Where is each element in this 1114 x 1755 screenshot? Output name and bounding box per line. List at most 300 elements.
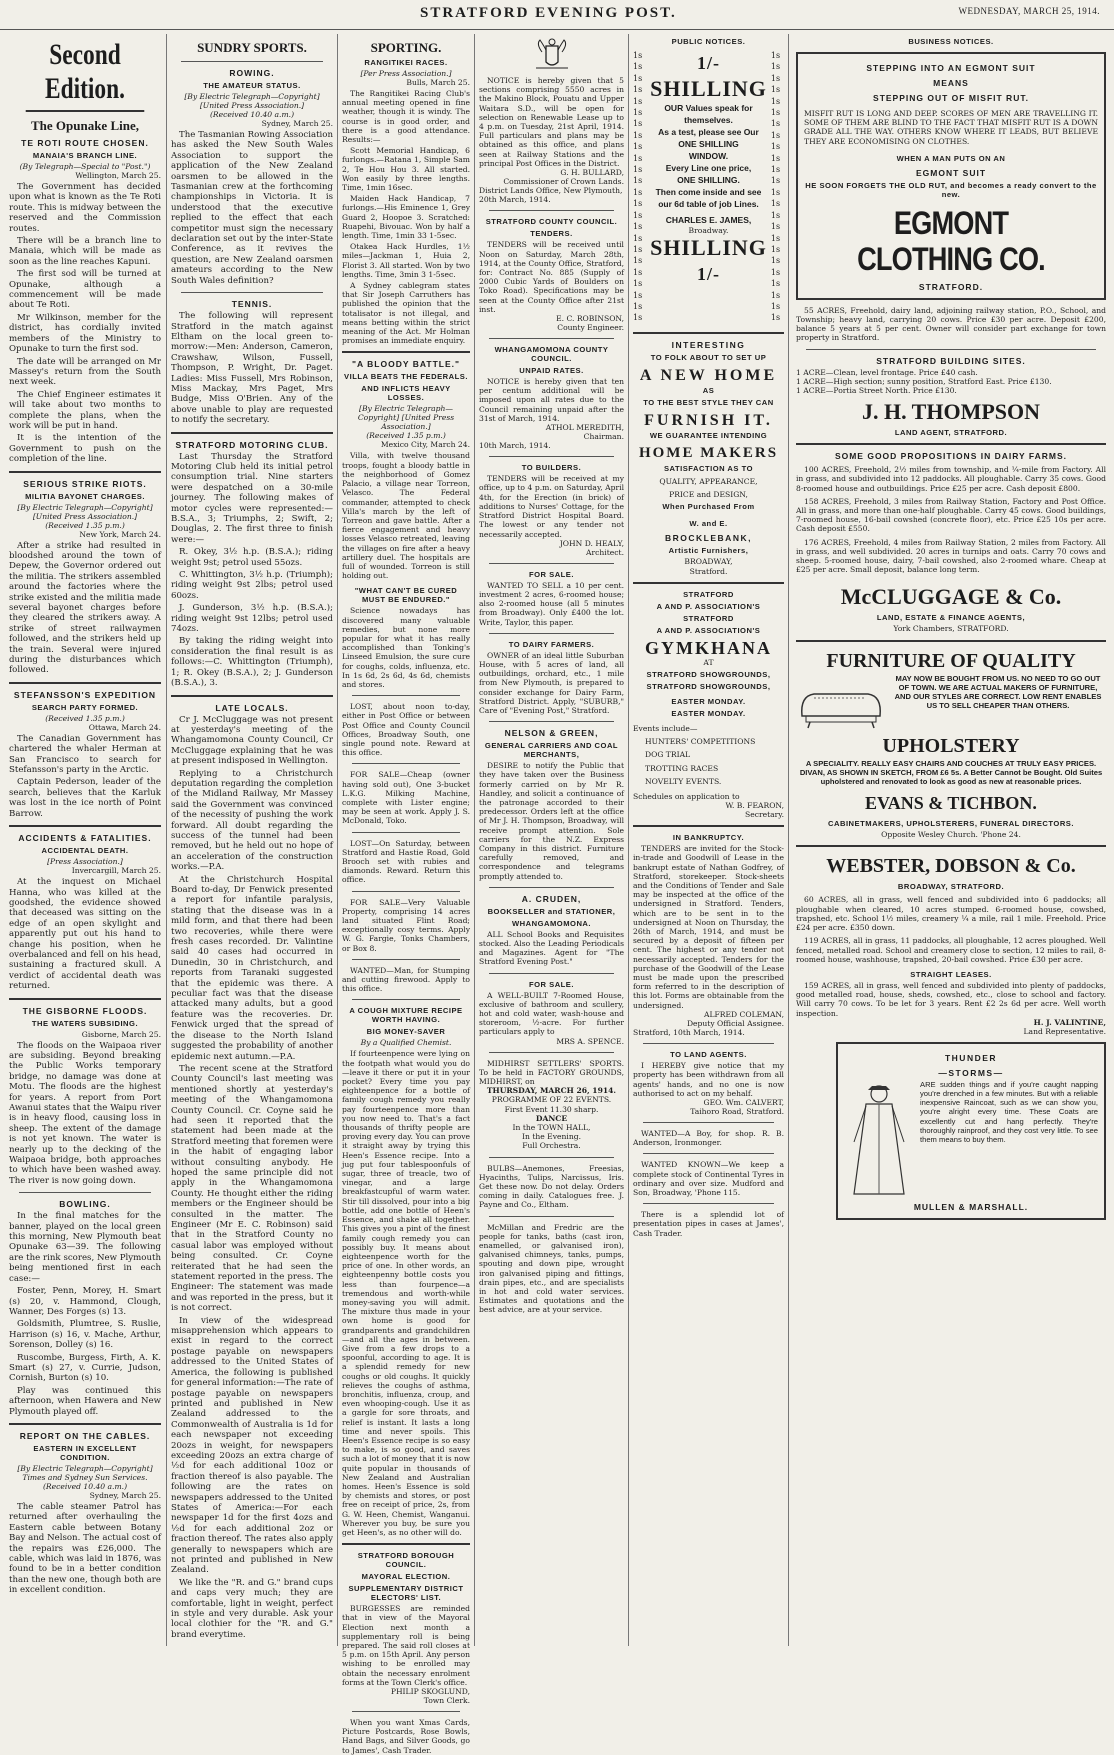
notice-date: Stratford, 10th March, 1914. — [633, 1027, 745, 1037]
event-dance-location: In the TOWN HALL, — [512, 1123, 591, 1133]
article-subheading: THE AMATEUR STATUS. — [203, 81, 301, 90]
notice-signature-title: Town Clerk. — [423, 1696, 470, 1706]
business-place: STRATFORD. — [918, 281, 984, 292]
notice-text: TENDERS will be received until Noon on Saturday, March 28th, 1914, at the County Office, Stratford, for: Contract No. 885 (Supply of 2000 Cubic Yards of Boulders on Toko Road). Specifications may be seen at the County Office after 21st inst. — [479, 240, 624, 314]
shilling-border-glyph: 1s — [770, 51, 781, 60]
shilling-border-glyph: 1s — [770, 176, 781, 186]
shilling-line: OUR Values speak for themselves. — [664, 103, 753, 125]
shilling-border-glyph: 1s — [770, 165, 781, 175]
article-subheading: MANAIA'S BRANCH LINE. — [32, 151, 138, 160]
divider — [342, 1543, 470, 1545]
shilling-title: SHILLING — [650, 235, 767, 261]
advert-text: Science nowadays has discovered many valuable remedies, but none more popular for what it has really accomplished than Tonking's Linseed Emulsion, the sure cure for coughs, colds, influenza, etc. In 1s 6d, 2s 6d, 4s 6d, chemists and stores. — [342, 606, 470, 689]
shilling-line: Every Line one price, — [665, 163, 752, 173]
divider — [352, 1711, 460, 1712]
shilling-border-glyph: 1s — [633, 301, 643, 311]
business-place: Opposite Wesley Church. 'Phone 24. — [881, 830, 1021, 840]
shilling-border-glyph: 1s — [633, 222, 643, 232]
article-paragraph: By taking the riding weight into consideration the final result is as follows:—C. Whittington (Triumph), 1; R. Okey (B.S.A.), 2; J. Gunderson (B.S.A.), 3. — [171, 636, 333, 689]
advert-text: A SPECIALITY. REALLY EASY CHAIRS AND COUCHES AT TRULY EASY PRICES. DIVAN, AS SHOWN IN SKETCH, FROM £6 5s. A Better Cannot be Bought. Old Suites upholstered and renovated to look as good as new at reasonable prices. — [799, 758, 1103, 787]
divider — [643, 1153, 774, 1154]
wire-credit: [By Electric Telegraph—Copyright] [United Press Association.] — [184, 92, 320, 110]
column-rule — [474, 34, 475, 1646]
classified-ad: WANTED KNOWN—We keep a complete stock of Continental Tyres in ordinary and over size. Mudford and Son, Broadway, 'Phone 115. — [633, 1160, 784, 1197]
dateline: Bulls, March 25. — [406, 78, 470, 87]
article-paragraph: The following will represent Stratford in the match against Eltham on the local green to-morrow:—Men: Anderson, Cameron, Crawshaw, Wilson, Fussell, Thompson, P. Wright, Dr. Paget. Ladies: Miss Fussell, Mrs Robinson, Miss Mackay, Mrs Paget, Mrs Budge, Miss O'Brien. Any of the above unable to play are requested to notify the secretary. — [171, 311, 333, 426]
notice-heading: FOR SALE. — [528, 569, 574, 579]
divider — [19, 1192, 151, 1193]
advert-line: AS — [702, 386, 715, 395]
shilling-title: SHILLING — [650, 76, 767, 101]
divider — [9, 1423, 161, 1425]
article-paragraph: The Government has decided upon what is known as the Te Roti route. This is midway between the reserved and the Commission routes. — [9, 182, 161, 234]
business-place: BROADWAY, — [684, 557, 733, 567]
column-4 — [476, 34, 627, 1644]
article-paragraph: The floods on the Waipaoa river are subsiding. Beyond breaking the Public Works temporary bridge, no damage was done at Motu. The floods are the highest for years. A report from Port Awanui states that the Waipu river is in heavy flood, causing loss in sheep. The extent of the damage is not yet known. The water is nearly up to the decking of the Waipaoa bridge, both approaches to which have been washed away. The river is now going down. — [9, 1040, 161, 1186]
shilling-border-glyph: 1s — [770, 313, 781, 323]
shilling-border-glyph: 1s — [633, 176, 643, 186]
advert-text: ALL School Books and Requisites stocked. Also the Leading Periodicals and Magazines. Agent for "The Stratford Evening Post." — [479, 929, 624, 967]
dateline: Gisborne, March 25. — [81, 1029, 161, 1039]
divider — [643, 1043, 774, 1044]
received-time: (Received 10.40 a.m.) — [42, 1481, 128, 1491]
divider — [352, 891, 460, 892]
divider — [796, 443, 1106, 445]
shilling-border-glyph: 1s — [770, 85, 781, 95]
listing-item: 1 ACRE—Portia Street North. Price £130. — [796, 386, 957, 396]
advert-line: AT — [703, 657, 714, 667]
article-paragraph: At the inquest on Michael Hanna, who was killed at the goodshed, the evidence showed that deceased was sitting on the edge of an open skylight and apparently put out his hand to change his position, when he overbalanced and fell on his head, sustaining a fractured skull. A verdict of accidental death was returned. — [9, 877, 161, 992]
divider — [489, 1216, 614, 1217]
business-place: York Chambers, STRATFORD. — [893, 624, 1009, 634]
notice-signature-title: Deputy Official Assignee. — [686, 1018, 784, 1028]
notice-text: NOTICE is hereby given that ten per centum additional will be imposed upon all rates due to the Council remaining unpaid after the 31st of March, 1914. — [479, 377, 624, 423]
shilling-border-glyph: 1s — [770, 62, 781, 72]
shilling-border-glyph: 1s — [633, 290, 643, 300]
notice-heading: IN BANKRUPTCY. — [672, 833, 745, 843]
divider — [181, 292, 323, 293]
divan-sofa-icon — [796, 676, 886, 731]
column-3 — [339, 34, 473, 1755]
article-paragraph: Replying to a Christchurch deputation regarding the completion of the Midland Railway, Mr Massey said the Government was convinced of the necessity of pushing the work forward. All doubt regarding the success of the tunnel had been removed, but he held out no hope of an acceleration of the construction works.—P.A. — [171, 768, 333, 873]
column-5 — [630, 34, 787, 1644]
notice-subheading: UNPAID RATES. — [519, 366, 584, 376]
advert-heading: "WHAT CAN'T BE CURED MUST BE ENDURED." — [354, 586, 458, 605]
advert-text: DESIRE to notify the Public that they have taken over the Business formerly carried on by Mr R. Handley, and solicit a continuance of the patronage accorded to their predecessor. Orders left at the office of Mr J. H. Thompson, Broadway, will receive prompt attention. Sole carriers for the N.Z. Express Company in this district. Furniture carefully removed, and correspondence and telegrams promptly attended to. — [479, 761, 624, 881]
shilling-border-glyph: 1s — [770, 108, 781, 118]
dateline: Sydney, March 25. — [261, 119, 333, 128]
wire-credit: [Per Press Association.] — [360, 69, 452, 78]
notice-place: District Lands Office, New Plymouth, 20th March, 1914. — [479, 186, 623, 205]
business-town: Stratford. — [689, 566, 728, 576]
article-subheading: AND INFLICTS HEAVY LOSSES. — [361, 384, 451, 403]
notice-text: I HEREBY give notice that my property has been withdrawn from all agents' hands, and no one is now authorised to act on my behalf. — [633, 1061, 784, 1098]
shilling-border-glyph: 1s — [770, 96, 781, 106]
listing-heading: SOME GOOD PROPOSITIONS IN DAIRY FARMS. — [834, 451, 1068, 462]
article-paragraph: Mr Wilkinson, member for the district, has cordially invited members of the Ministry to Opunake to turn the first sod. — [9, 312, 161, 355]
column-rule — [788, 34, 789, 1646]
divider — [9, 998, 161, 1000]
divider — [171, 432, 333, 434]
shilling-border-glyph: 1s — [633, 199, 643, 209]
received-time: (Received 1.35 p.m.) — [45, 520, 125, 530]
shilling-price: 1/- — [696, 264, 720, 285]
divider — [796, 845, 1106, 847]
article-paragraph: Captain Pederson, leader of the search, believes that the Karluk was lost in the ice north of Point Barrow. — [9, 777, 161, 819]
shilling-border-glyph: 1s — [633, 62, 643, 72]
advert-line: A AND P. ASSOCIATION'S — [656, 625, 761, 635]
shilling-border-glyph: 1s — [633, 108, 643, 118]
wire-credit: [By Electric Telegraph—Copyright] [United Press Association.] — [357, 404, 455, 432]
article-heading: "A BLOODY BATTLE." — [351, 359, 461, 370]
events-heading: Events include— — [633, 724, 698, 734]
article-subheading: MILITIA BAYONET CHARGES. — [25, 491, 145, 501]
article-heading: ROWING. — [229, 68, 275, 78]
advert-line: TO FOLK ABOUT TO SET UP — [650, 353, 767, 362]
advert-line: STRATFORD — [683, 589, 734, 599]
article-heading: SERIOUS STRIKE RIOTS. — [23, 478, 147, 489]
listing-item: 1 ACRE—High section; sunny position, Stratford East. Price £130. — [796, 376, 1052, 386]
classified-ad: OWNER of an ideal little Suburban House, with 5 acres of land, all outbuildings, orchard, etc., 1 mile from New Plymouth, is prepared to consider exchange for Dairy Farm, Stratford District. Apply, "SUBURB," Care of "Evening Post," Stratford. — [479, 650, 624, 715]
article-paragraph: In the final matches for the banner, played on the local green this morning, New Plymouth beat Opunake 63—39. The following are the rink scores, New Plymouth being mentioned first in each case:— — [9, 1211, 161, 1284]
event-item: TROTTING RACES — [645, 763, 719, 773]
notice-signature: JOHN D. HEALY, — [559, 538, 624, 548]
shilling-border-glyph: 1s — [770, 301, 781, 311]
article-paragraph: Maiden Hack Handicap, 7 furlongs.—His Eminence 1, Grey Guard 2, Hoopoe 3. Scratched: Ruapehi, Bivouac. Won by half a length. Time, 1min 33 1-5sec. — [342, 194, 470, 241]
notice-signature-title: Land Representative. — [1023, 1026, 1106, 1036]
business-name: McCLUGGAGE & Co. — [840, 584, 1062, 610]
property-listing: 176 ACRES, Freehold, 4 miles from Railway Station, 2 miles from Factory. All in grass, and well subdivided. 20 acres in turnips and oats. Carry 70 cows and sheep. 5-roomed house, dairy, 7-bail cowshed, also 2-roomed whare. Cheap at £25 per acre. Small deposit, balance long term. — [796, 537, 1106, 575]
shilling-border-glyph: 1s — [770, 244, 781, 254]
business-subtitle: LAND AGENT, STRATFORD. — [894, 428, 1008, 438]
article-heading: RANGITIKEI RACES. — [364, 58, 448, 67]
advert-line: EASTER MONDAY. — [671, 709, 746, 719]
notice-signature: E. C. ROBINSON, — [556, 314, 624, 324]
divider — [9, 825, 161, 827]
shilling-advert-body — [646, 50, 771, 326]
notice-signature: H. J. VALINTINE, — [1033, 1017, 1106, 1027]
notice-date: 10th March, 1914. — [479, 441, 551, 451]
shilling-border-glyph: 1s — [770, 153, 781, 163]
article-subheading: EASTERN IN EXCELLENT CONDITION. — [33, 1443, 137, 1462]
shilling-border-glyph: 1s — [633, 165, 643, 175]
shilling-border-glyph: 1s — [770, 142, 781, 152]
event-first: First Event 11.30 sharp. — [504, 1104, 599, 1114]
shilling-border-glyph: 1s — [770, 187, 781, 197]
advert-byline: By a Qualified Chemist. — [360, 1038, 452, 1048]
article-subheading: TE ROTI ROUTE CHOSEN. — [21, 138, 149, 148]
notice-signature: GEO. Wm. CALVERT, — [703, 1097, 784, 1107]
advert-line: FURNISH IT. — [644, 412, 773, 429]
classified-ad: WANTED—Man, for Stumping and cutting firewood. Apply to this office. — [342, 965, 470, 994]
divider — [352, 763, 460, 764]
divider — [489, 887, 614, 888]
advert-line: INTERESTING — [671, 340, 746, 350]
gymkhana-title: GYMKHANA — [645, 637, 772, 658]
business-prefix: W. and E. — [689, 519, 728, 529]
column-6 — [790, 34, 1112, 1644]
classified-ad: WANTED TO SELL a 10 per cent. investment 2 acres, 6-roomed house; also 2-roomed house (all 5 minutes from Broadway). Only £400 the lot. Write, Taylor, this paper. — [479, 580, 624, 627]
article-heading: STEFANSSON'S EXPEDITION — [13, 689, 157, 700]
wire-credit: [By Electric Telegraph—Copyright] Times and Sydney Sun Services. — [17, 1463, 153, 1482]
divider — [489, 210, 614, 211]
shilling-border-glyph: 1s — [770, 267, 781, 277]
article-paragraph: R. Okey, 3½ h.p. (B.S.A.); riding weight 9st; petrol used 55ozs. — [171, 547, 333, 568]
business-name: EVANS & TICHBON. — [865, 793, 1037, 814]
notice-text: NOTICE is hereby given that 5 sections comprising 5550 acres in the Makino Block, Pouatu and Upper Waitara S.D., will be open for selection on Renewable Lease up to 4 p.m. on Tuesday, 21st April, 1914. Full particulars and plans may be obtained as this office, and plans seen at Railway Stations and the principal Post Offices in the District. — [479, 76, 624, 168]
notice-signature: ALFRED COLEMAN, — [703, 1009, 784, 1019]
notice-heading: STRATFORD COUNTY COUNCIL. — [485, 217, 618, 227]
shilling-border-glyph: 1s — [770, 73, 781, 83]
received-time: (Received 1.35 p.m.) — [366, 431, 446, 441]
classified-ad: A WELL-BUILT 7-Roomed House, exclusive of bathroom and scullery, hot and cold water, wash-house and storeroom, ½-acre. For further particulars apply to — [479, 990, 624, 1037]
article-paragraph: The Canadian Government has chartered the whaler Herman at San Francisco to search for Stefansson's party in the Arctic. — [9, 733, 161, 776]
notice-text: TENDERS are invited for the Stock-in-trade and Goodwill of Lease in the bankrupt estate of Nathan Godfrey, of Stratford, storekeeper. Stock-sheets and the Conditions of Tender and Sale may be inspected at the office of the undersigned in Stratford. Tenders, which are to be sent in to the undersigned at Noon on Thursday, the 26th of March, 1914, and must be secured by a deposit of fifteen per cent. The highest or any tender not necessarily accepted. Tenders for the purchase of the Goodwill of the Lease must be made upon the prescribed form referred to in the description of this lot. Forms are obtainable from the undersigned. — [633, 844, 784, 1010]
divider — [633, 825, 784, 827]
notice-text: BURGESSES are reminded that in view of the Mayoral Election next month a supplementary roll is being prepared. The said roll closes at 5 p.m. on 15th April. Any person wishing to be enrolled may obtain the necessary enrolment forms at the Town Clerk's office. — [342, 1604, 470, 1687]
property-listing: 119 ACRES, all in grass, 11 paddocks, all ploughable, 12 acres ploughed. Well fenced, metalled road. School and creamery close to section, 12 miles to rail, 8-roomed house, washhouse, trapshed, 20-bail cowshed. Price £30 per acre. — [796, 936, 1106, 964]
article-heading: TENNIS. — [231, 299, 273, 310]
advert-line: EASTER MONDAY. — [671, 697, 746, 707]
divider — [489, 1157, 614, 1158]
section-heading: PUBLIC NOTICES. — [671, 37, 746, 46]
article-paragraph: Villa, with twelve thousand troops, fought a bloody battle in the neighborhood of Gomez Palacio, a village near Torreon, Velasco. The Federal commander, attempted to check Villa's march by the left of Torreon and gave battle. After a fierce engagement and heavy losses Velasco retreated, leaving the villages on fire after a heavy artillery duel. The hospitals are full of wounded. Torreon is still holding out. — [342, 451, 470, 581]
divider — [171, 695, 333, 697]
advert-subheading: BIG MONEY-SAVER — [366, 1027, 446, 1037]
shilling-place: Broadway. — [688, 226, 729, 235]
divider — [796, 640, 1106, 642]
egmont-logo: EGMONT CLOTHING CO. — [857, 204, 1045, 277]
article-subheading: ACCIDENTAL DEATH. — [41, 846, 129, 856]
dateline: Mexico City, March 24. — [380, 440, 470, 450]
raincoat-figure-icon — [844, 1082, 914, 1202]
column-1 — [6, 34, 164, 1644]
article-paragraph: The Rangitikei Racing Club's annual meeting opened in fine weather, though it is windy. The course is in good order, and there is a good attendance. Results:— — [342, 89, 470, 145]
classified-ad: There is a splendid lot of presentation pipes in cases at James', Cash Trader. — [633, 1210, 784, 1238]
article-paragraph: Cr J. McCluggage was not present at yesterday's meeting of the Whangamomona County Council, Cr McCluggage explaining that he was at present indisposed in Wellington. — [171, 714, 333, 767]
article-heading: The Opunake Line, — [30, 118, 139, 133]
shilling-border-glyph: 1s — [770, 130, 781, 140]
classified-ad: FOR SALE—Very Valuable Property, comprising 14 acres land situated Flint Road; exceptionally cosy terms. Apply W. G. Fargie, Tonks Chambers, or Box 8. — [342, 897, 470, 953]
dateline: Wellington, March 25. — [75, 171, 161, 180]
notice-subheading: TENDERS. — [530, 229, 573, 239]
shilling-price: 1/- — [696, 53, 720, 73]
gymkhana-advert — [633, 590, 784, 718]
shilling-border-glyph: 1s — [770, 256, 781, 266]
shilling-border-glyph: 1s — [770, 119, 781, 129]
divider — [352, 959, 460, 960]
divider — [342, 351, 470, 353]
business-subtitle: GENERAL CARRIERS AND COAL MERCHANTS, — [484, 741, 619, 760]
notice-signature-title: Secretary. — [745, 810, 784, 820]
business-name: NELSON & GREEN, — [504, 728, 599, 739]
article-subheading: SEARCH PARTY FORMED. — [31, 702, 139, 712]
business-subtitle: CABINETMAKERS, UPHOLSTERERS, FUNERAL DIRECTORS. — [828, 819, 1074, 829]
notice-subheading: SUPPLEMENTARY DISTRICT ELECTORS' LIST. — [348, 1584, 464, 1603]
advert-line: STRATFORD — [683, 613, 734, 623]
article-heading: ACCIDENTS & FATALITIES. — [18, 833, 152, 844]
shilling-border-glyph: 1s — [633, 119, 643, 129]
article-paragraph: Otakea Hack Hurdles, 1½ miles—Jackman 1, Huia 2, Florist 3. All started. Won by two lengths. Time, 3min 3 1-5sec. — [342, 242, 470, 279]
article-paragraph: Foster, Penn, Morey, H. Smart (s) 20, v. Hammond, Clough, Wanner, Des Forges (s) 13. — [9, 1286, 161, 1317]
shilling-business: CHARLES E. JAMES, — [665, 215, 752, 225]
raincoat-advert — [836, 1042, 1106, 1220]
coat-of-arms-icon — [522, 36, 582, 72]
notice-signature-title: Architect. — [586, 547, 624, 557]
notice-signature: ATHOL MEREDITH, — [545, 423, 624, 433]
divider — [352, 999, 460, 1000]
shilling-line: Then come inside and see our 6d table of job Lines. — [655, 187, 762, 209]
divider — [643, 1122, 774, 1123]
shilling-border-glyph: 1s — [633, 96, 643, 106]
article-paragraph: The first sod will be turned at Opunake, although a commencement will be made about Te Roti. — [9, 269, 161, 311]
notice-signature: W. B. FEARON, — [725, 801, 784, 811]
article-paragraph: Goldsmith, Plumtree, S. Ruslie, Harrison (s) 16, v. Mache, Arthur, Sorenson, Dolley (s) 16. — [9, 1319, 161, 1351]
divider — [489, 973, 614, 974]
property-listing: 158 ACRES, Freehold, 3 miles from Railway Station, Factory and Post Office. All in grass, and more than one-half ploughable. Carry 45 cows. Good buildings, 7-roomed house, 16-bail cowshed (concrete floor), etc. Price £25 10s per acre. Cash deposit £550. — [796, 496, 1106, 534]
listing-heading: STRAIGHT LEASES. — [910, 969, 992, 979]
shilling-border-glyph: 1s — [633, 187, 643, 197]
shilling-line: ONE SHILLING — [678, 139, 739, 149]
article-paragraph: After a strike had resulted in bloodshed around the town of Depew, the Governor ordered out the militia. The strikers assembled around the factories where the strike existed and the militia made several bayonet charges before they cleared the strikers away. A strike of street railwaymen followed, and the strikers held up the train. Several were injured during the disturbances which followed. — [9, 540, 161, 676]
notice-signature: G. H. BULLARD, — [560, 168, 624, 178]
shilling-border-glyph: 1s — [633, 313, 643, 323]
shilling-border-glyph: 1s — [770, 290, 781, 300]
divider — [489, 456, 614, 457]
advert-text: MISFIT RUT IS LONG AND DEEP. SCORES OF MEN ARE TRAVELLING IT. SOME OF THEM ARE BLIND TO THE FACT THAT MISFIT RUT IS A DOWN GRADE ALL THE WAY. OTHERS KNOW WHERE IT LEADS, BUT BELIEVE THEY ARE ECONOMISING ON CLOTHES. — [804, 109, 1098, 146]
business-name: J. H. THOMPSON — [861, 399, 1041, 425]
advert-line: When Purchased From — [662, 502, 755, 512]
column-rule — [337, 34, 338, 1646]
advert-line: EGMONT SUIT — [915, 167, 987, 178]
notice-signature-title: Chairman. — [583, 432, 624, 442]
shilling-border-glyph: 1s — [770, 233, 781, 243]
article-paragraph: Play was continued this afternoon, when Hawera and New Plymouth played off. — [9, 1385, 161, 1417]
article-paragraph: In view of the widespread misapprehension which appears to exist in regard to the correct postage payable on newspapers addressed to the United States of America, the following is published for general information:—The rate of postage payable on newspapers printed and published in New Zealand addressed to the Commonwealth of Australia is 1d for each newspaper not exceeding 20ozs in weight, for newspapers exceeding 20ozs an extra charge of ½d for each additional 10oz or fraction thereof is also payable. The following are the rates on newspapers addressed to the United States of America:—For each newspaper 1d for the first 4ozs and ½d for each additional 2oz or fraction thereof. The rates also apply generally to newspapers which are not printed and published in New Zealand. — [171, 1315, 333, 1576]
divider — [9, 682, 161, 684]
article-paragraph: There will be a branch line to Manaia, which will be made as soon as the line reaches Kapuni. — [9, 236, 161, 267]
event-dance-time: In the Evening. — [522, 1132, 581, 1142]
received-time: (Received 10.40 a.m.) — [209, 110, 295, 119]
shilling-border-glyph: 1s — [770, 279, 781, 289]
article-paragraph: The date will be arranged on Mr Massey's return from the South next week. — [9, 356, 161, 388]
column-rule — [166, 34, 167, 1646]
classified-ad: WANTED—A Boy, for shop. R. B. Anderson, Ironmonger. — [633, 1128, 784, 1148]
advert-line: STRATFORD SHOWGROUNDS, — [646, 670, 771, 680]
divider — [9, 471, 161, 473]
classified-ad: LOST—On Saturday, between Stratford and Hastie Road, Gold Brooch set with rubies and diamonds. Reward. Return this office. — [342, 838, 470, 885]
event-programme: PROGRAMME OF 22 EVENTS. — [491, 1095, 612, 1105]
listing-heading: STRATFORD BUILDING SITES. — [876, 355, 1026, 366]
property-listing: 60 ACRES, all in grass, well fenced and subdivided into 6 paddocks; all ploughable when cleared, 10 acres stumped. 6-roomed house, cowshed, trapshed, etc. School 1½ miles, creamery ¼ a mile, rail 1 mile. Freehold. Price £24 per acre. £350 down. — [796, 895, 1106, 933]
shilling-border-glyph: 1s — [633, 233, 643, 243]
divider — [489, 633, 614, 634]
property-listing: 100 ACRES, Freehold, 2½ miles from township, and ¼-mile from Factory. All in grass, and subdivided into 12 paddocks. All ploughable. Carry 35 cows. Good 8-roomed house and outbuildings. Price £25 per acre. Cash deposit £800. — [796, 465, 1106, 493]
shilling-border-glyph: 1s — [770, 222, 781, 232]
furnisher-advert — [633, 340, 784, 576]
shilling-border-glyph: 1s — [633, 279, 643, 289]
listing-item: 1 ACRE—Clean, level frontage. Price £40 cash. — [796, 367, 978, 377]
shilling-line: As a test, please see Our — [658, 127, 759, 137]
event-item: DOG TRIAL — [645, 750, 691, 760]
shilling-line: WINDOW. — [688, 151, 729, 161]
divider — [489, 721, 614, 722]
advert-text: If fourteenpence were lying on the footpath what would you do—leave it there or put it in your pocket? Every time you pay eighteenpence for a bottle of family cough remedy you really pay fourteenpence more than you now need to. That's a fact thousands of thrifty people are proving every day. You can prove it straight away by trying this Heen's Essence recipe. Into a jug put four tablespoonfuls of sugar, three of treacle, two of vinegar, and a large breakfastcupful of warm water. Stir till dissolved, pour into a big bottle, add one bottle of Heen's Essence, and shake all together. This gives you a pint of the finest family cough remedy you can possibly buy. It means about eighteenpence worth for the price of one. In other words, an eighteenpenny bottle costs you less than fourpence—a tremendous and worth-while money-saving you will admit. The mixture thus made in your own home is good for grandparents and grandchildren—and all the ages in between. Give from a few drops to a spoonful, according to age. It is a splendid remedy for new coughs or old coughs. It quickly relieves the coughs of asthma, bronchitis, influenza, croup, and even whooping-cough. Use it as a gargle for sore throats, and relief is instant. It lasts a long time and never spoils. This Heen's Essence recipe is so easy to make, is so good, and saves such a lot of money that it is now quite popular in thousands of New Zealand and Australian homes. Heen's Essence is sold by chemists and stores, or post free on receipt of price, 2s, from G. W. Heen, Chemist, Wanganui. Wherever you buy, be sure you get Heen's, as no other will do. — [342, 1049, 470, 1537]
shilling-border-glyph: 1s — [633, 153, 643, 163]
shilling-border-glyph: 1s — [633, 51, 643, 60]
shilling-border-glyph: 1s — [770, 199, 781, 209]
dateline: Ottawa, March 24. — [88, 722, 161, 732]
event-notice: MIDHIRST SETTLERS' SPORTS. To be held in FACTORY GROUNDS, MIDHIRST, on — [479, 1058, 624, 1087]
article-paragraph: The Chief Engineer estimates it will take about two months to complete the plans, when the work will be put in hand. — [9, 389, 161, 431]
shilling-border-glyph: 1s — [633, 142, 643, 152]
shilling-border-glyph: 1s — [633, 244, 643, 254]
divider — [352, 695, 460, 696]
divider — [806, 349, 1096, 350]
dateline: New York, March 24. — [79, 529, 161, 539]
divider — [489, 563, 614, 564]
notice-signature: PHILIP SKOGLUND, — [390, 1687, 470, 1697]
business-place: WHANGAMOMONA. — [511, 918, 592, 928]
section-heading: SPORTING. — [370, 40, 442, 55]
notice-heading: FOR SALE. — [528, 979, 574, 989]
egmont-clothing-advert — [796, 52, 1106, 300]
shilling-border-glyph: 1s — [633, 256, 643, 266]
section-heading: BUSINESS NOTICES. — [908, 37, 994, 46]
business-subtitle: LAND, ESTATE & FINANCE AGENTS, — [876, 613, 1026, 623]
business-subtitle: BOOKSELLER and STATIONER, — [487, 906, 616, 916]
shilling-border-glyph: 1s — [633, 130, 643, 140]
wire-credit: (By Telegraph—Special to "Post.") — [19, 162, 151, 171]
notice-signature-title: Commissioner of Crown Lands. — [503, 177, 624, 187]
advert-line: HE SOON FORGETS THE OLD RUT, and becomes a ready convert to the new. — [805, 180, 1097, 199]
article-heading: LATE LOCALS. — [215, 702, 289, 713]
notice-heading: TO LAND AGENTS. — [670, 1050, 747, 1060]
divider — [352, 832, 460, 833]
article-heading: BOWLING. — [59, 1199, 111, 1210]
advert-line: —STORMS— — [938, 1067, 1004, 1078]
notice-heading: WHANGAMOMONA COUNTY COUNCIL. — [494, 345, 609, 364]
shilling-border-glyph: 1s — [633, 267, 643, 277]
article-paragraph: Last Thursday the Stratford Motoring Club held its initial petrol consumption trial. Nine starters were despatched on a 30-mile journey. The following makes of motor cycles were represented:—B.S.A., 3; Triumphs, 2; Swift, 2; Douglas, 2. The first three to finish were:— — [171, 451, 333, 545]
event-dance: DANCE — [535, 1113, 568, 1123]
article-subheading: THE WATERS SUBSIDING. — [31, 1018, 139, 1028]
classified-ad: When you want Xmas Cards, Picture Postcards, Rose Bowls, Hand Bags, and Silver Goods, go to James', Cash Trader. — [342, 1718, 470, 1755]
advert-line: STRATFORD SHOWGROUNDS, — [646, 682, 771, 692]
shilling-border-glyph: 1s — [633, 85, 643, 95]
shilling-border-glyph: 1s — [633, 210, 643, 220]
received-time: (Received 1.35 p.m.) — [45, 713, 125, 723]
notice-heading: TO BUILDERS. — [521, 463, 582, 473]
schedule-note: Schedules on application to — [633, 792, 740, 802]
article-paragraph: We like the "R. and G." brand cups and caps very much; they are comfortable, light in weight, perfect in style and very durable. Ask your local clothier for the "R. and G." brand everytime. — [171, 1577, 333, 1640]
classified-ad: LOST, about noon to-day, either in Post Office or between Post Office and County Council Offices, Broadway South, one single pound note. Reward at this office. — [342, 702, 470, 758]
wire-credit: [Press Association.] — [47, 857, 123, 867]
article-paragraph: C. Whittington, 3½ h.p. (Triumph); riding weight 9st 2lbs; petrol used 60ozs. — [171, 570, 333, 601]
divider — [643, 1203, 774, 1204]
notice-signature-title: County Engineer. — [557, 323, 624, 333]
article-paragraph: The cable steamer Patrol has returned after overhauling the Eastern cable between Botany Bay and Nelson. The actual cost of the repairs was £26,000. The cable, which was laid in 1876, was found to be in a better condition than the new one, though both are in excellent condition. — [9, 1501, 161, 1596]
notice-subheading: MAYORAL ELECTION. — [361, 1572, 451, 1582]
column-rule — [628, 34, 629, 1646]
advert-line: WHEN A MAN PUTS ON AN — [896, 153, 1006, 163]
article-heading: STRATFORD MOTORING CLUB. — [175, 439, 329, 450]
dateline: Sydney, March 25. — [89, 1490, 161, 1500]
article-paragraph: Scott Memorial Handicap, 6 furlongs.—Ratana 1, Simple Sam 2, Te Hou Hou 3. All started. Won easily by three lengths. Time, 1min 16sec. — [342, 146, 470, 193]
business-name: BROCKLEBANK, — [665, 533, 752, 544]
article-paragraph: The Tasmanian Rowing Association has asked the New South Wales Association to support the application of the New Zealand oarsmen to be allowed in the Tasmanian crew at the forthcoming championships in Victoria. It is understood that the executive replied to the effect that each competitor must sign the necessary declaration set out by the inter-State Conference, as it revives the question, are New Zealand oarsmen amateurs according to the New South Wales definition? — [171, 130, 333, 286]
furniture-heading: FURNITURE OF QUALITY — [826, 649, 1076, 672]
